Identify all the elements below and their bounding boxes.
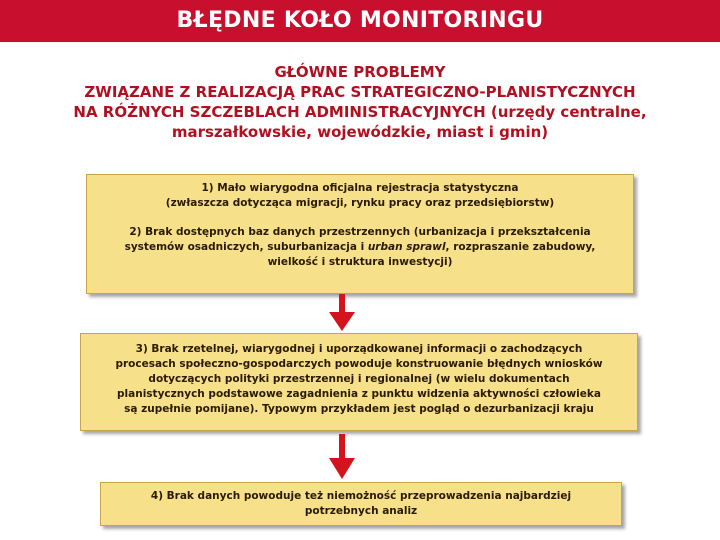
problem-2-line: systemów osadniczych, suburbanizacja i [124, 241, 368, 253]
problem-2 [97, 225, 623, 270]
subtitle-line: GŁÓWNE PROBLEMY [274, 63, 446, 81]
subtitle [40, 62, 680, 142]
problem-box-3 [80, 333, 638, 431]
problem-2-line: , rozpraszanie zabudowy, [445, 241, 596, 253]
problem-2-line: wielkość i struktura inwestycji) [267, 256, 453, 268]
problem-box-1-2 [86, 174, 634, 294]
problem-box-4 [100, 482, 622, 526]
problem-3-line: planistycznych podstawowe zagadnienia z punktu widzenia aktywności człowieka [117, 388, 601, 400]
problem-4-line: potrzebnych analiz [304, 505, 418, 517]
subtitle-line: marszałkowskie, wojewódzkie, miast i gmin) [171, 123, 549, 141]
subtitle-line: NA RÓŻNYCH SZCZEBLACH ADMINISTRACYJNYCH (urzędy centralne, [73, 103, 647, 121]
subtitle-line: ZWIĄZANE Z REALIZACJĄ PRAC STRATEGICZNO-PLANISTYCZNYCH [84, 83, 636, 101]
down-arrow-icon [328, 434, 356, 480]
problem-3-line: dotyczących polityki przestrzennej i regionalnej (w wielu dokumentach [148, 373, 570, 385]
problem-1 [97, 181, 623, 211]
problem-2-line: 2) Brak dostępnych baz danych przestrzennych (urbanizacja i przekształcenia [129, 226, 591, 238]
title-banner [0, 0, 720, 42]
problem-2-italic-term: urban sprawl [367, 241, 446, 253]
problem-3-line: procesach społeczno-gospodarczych powoduje konstruowanie błędnych wniosków [115, 358, 603, 370]
down-arrow-icon [328, 294, 356, 332]
problem-4-line: 4) Brak danych powoduje też niemożność przeprowadzenia najbardziej [150, 490, 572, 502]
problem-1-line: (zwłaszcza dotycząca migracji, rynku pracy oraz przedsiębiorstw) [165, 197, 555, 209]
problem-3-line: 3) Brak rzetelnej, wiarygodnej i uporządkowanej informacji o zachodzących [135, 343, 583, 355]
problem-1-line: 1) Mało wiarygodna oficjalna rejestracja statystyczna [201, 182, 519, 194]
page-title: BŁĘDNE KOŁO MONITORINGU [176, 8, 544, 33]
problem-3-line: są zupełnie pomijane). Typowym przykładem jest pogląd o dezurbanizacji kraju [124, 403, 594, 415]
